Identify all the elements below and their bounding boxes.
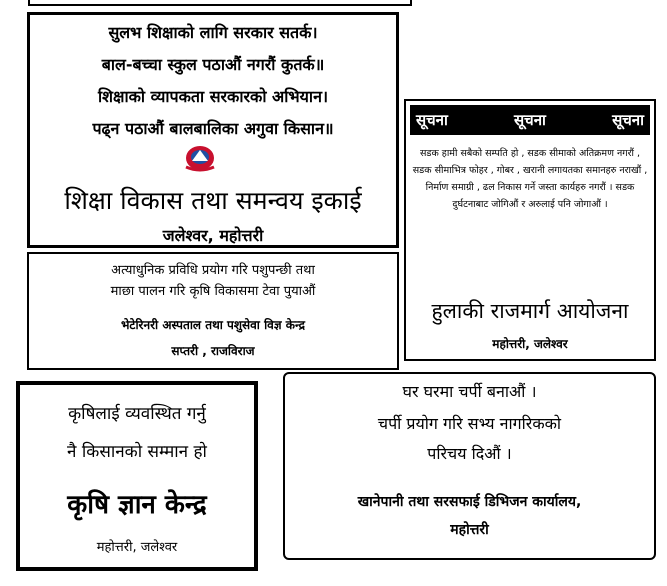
veterinary-line-1: अत्याधुनिक प्रविधि प्रयोग गरि पशुपन्छी तथा [111, 263, 315, 278]
water-org-name: खानेपानी तथा सरसफाई डिभिजन कार्यालय, [357, 494, 582, 510]
education-org-name: शिक्षा विकास तथा समन्वय इकाई [64, 186, 362, 215]
water-location: महोत्तरी [450, 522, 489, 538]
education-location: जलेश्वर, महोत्तरी [162, 226, 264, 245]
notice-body: सडक हामी सबैको सम्पति हो , सडक सीमाको अतिक्रमण नगरौं , सडक सीमाभित्र फोहर , गोबर , खरानी लगायतका समानहरु नराखौं , निर्माण समाग्री , ढल निकास गर्ने जस्ता कार्यहरु नगरौं । सडक दुर्घटनाबाट जोगिऔं र अरुलाई पनि जोगाऔं । [412, 148, 648, 210]
notice-org-name: हुलाकी राजमार्ग आयोजना [431, 299, 629, 323]
ad-education [27, 12, 399, 248]
notice-location: महोत्तरी, जलेश्वर [492, 337, 568, 351]
education-line-3: शिक्षाको व्यापकता सरकारको अभियान। [97, 87, 329, 106]
ad-water [283, 372, 656, 560]
education-line-4: पढ्न पठाऔं बालबालिका अगुवा किसान॥ [92, 119, 334, 138]
agriculture-line-1: कृषिलाई व्यवस्थित गर्नु [68, 404, 206, 424]
veterinary-location: सप्तरी , राजविराज [171, 344, 255, 358]
water-line-1: घर घरमा चर्पी बनाऔं । [402, 382, 537, 401]
ad-notice [404, 99, 656, 361]
veterinary-org-name: भेटेरिनरी अस्पताल तथा पशुसेवा विज्ञ केन्द्र [120, 318, 306, 332]
agriculture-location: महोत्तरी, जलेश्वर [96, 540, 178, 555]
nepal-emblem-icon [182, 141, 218, 173]
notice-header-word: सूचना [514, 111, 546, 129]
agriculture-org-name: कृषि ज्ञान केन्द्र [67, 490, 207, 520]
education-line-1: सुलभ शिक्षाको लागि सरकार सतर्क। [108, 23, 318, 42]
education-line-2: बाल-बच्चा स्कुल पठाऔं नगरौं कुतर्क॥ [101, 55, 325, 74]
notice-header-word: सूचना [612, 111, 644, 129]
notice-header-word: सूचना [416, 111, 448, 129]
water-line-3: परिचय दिऔं । [427, 444, 512, 463]
agriculture-line-2: नै किसानको सम्मान हो [67, 442, 207, 462]
water-line-2: चर्पी प्रयोग गरि सभ्य नागरिकको [377, 414, 562, 433]
veterinary-line-2: माछा पालन गरि कृषि विकासमा टेवा पुयाऔं [110, 284, 316, 299]
ad-veterinary [27, 252, 399, 370]
top-cut-box [28, 0, 412, 6]
ad-agriculture [16, 381, 258, 571]
notice-header-bar [410, 105, 650, 135]
